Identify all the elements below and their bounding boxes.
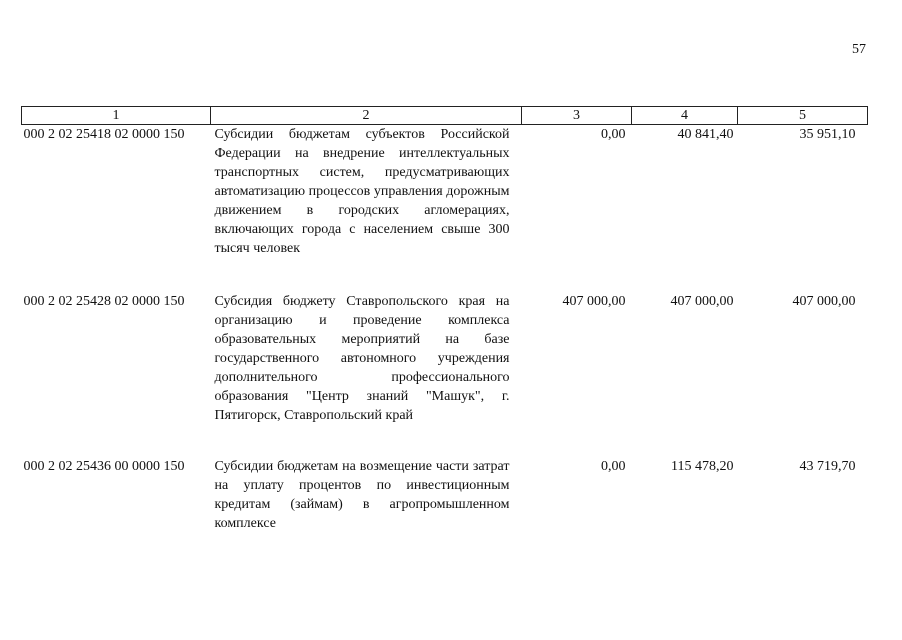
- budget-description: Субсидии бюджетам субъектов Российской Федерации на внедрение интеллектуальных транспортных систем, предусматривающих автоматизацию процессов управления дорожным движением в городских агломерациях, включающих города с населением свыше 300 тысяч человек: [214, 127, 510, 256]
- table-row: [22, 125, 868, 293]
- value-col-3: 0,00: [601, 459, 626, 474]
- header-col-1: 1: [22, 107, 211, 125]
- value-col-5: 407 000,00: [792, 294, 856, 309]
- value-col-5: 43 719,70: [799, 459, 856, 474]
- value-col-4: 115 478,20: [671, 459, 734, 474]
- value-col-5: 35 951,10: [799, 127, 856, 142]
- budget-table: [21, 106, 868, 533]
- table-row: [22, 292, 868, 457]
- page-number: 57: [852, 42, 866, 57]
- budget-description: Субсидии бюджетам на возмещение части затрат на уплату процентов по инвестиционным кредитам (займам) в агропромышленном комплексе: [214, 459, 510, 531]
- budget-code: 000 2 02 25418 02 0000 150: [23, 127, 185, 142]
- header-col-3: 3: [522, 107, 632, 125]
- header-col-4: 4: [632, 107, 738, 125]
- value-col-3: 407 000,00: [562, 294, 626, 309]
- budget-code: 000 2 02 25436 00 0000 150: [23, 459, 185, 474]
- value-col-4: 407 000,00: [670, 294, 734, 309]
- table-row: [22, 457, 868, 533]
- table-header-row: [22, 107, 868, 125]
- header-col-2: 2: [211, 107, 522, 125]
- value-col-4: 40 841,40: [677, 127, 734, 142]
- budget-code: 000 2 02 25428 02 0000 150: [23, 294, 185, 309]
- header-col-5: 5: [738, 107, 868, 125]
- value-col-3: 0,00: [601, 127, 626, 142]
- budget-description: Субсидия бюджету Ставропольского края на организацию и проведение комплекса образовательных мероприятий на базе государственного автономного учреждения дополнительного профессионального образования "Центр знаний "Машук", г. Пятигорск, Ставропольский край: [214, 294, 510, 423]
